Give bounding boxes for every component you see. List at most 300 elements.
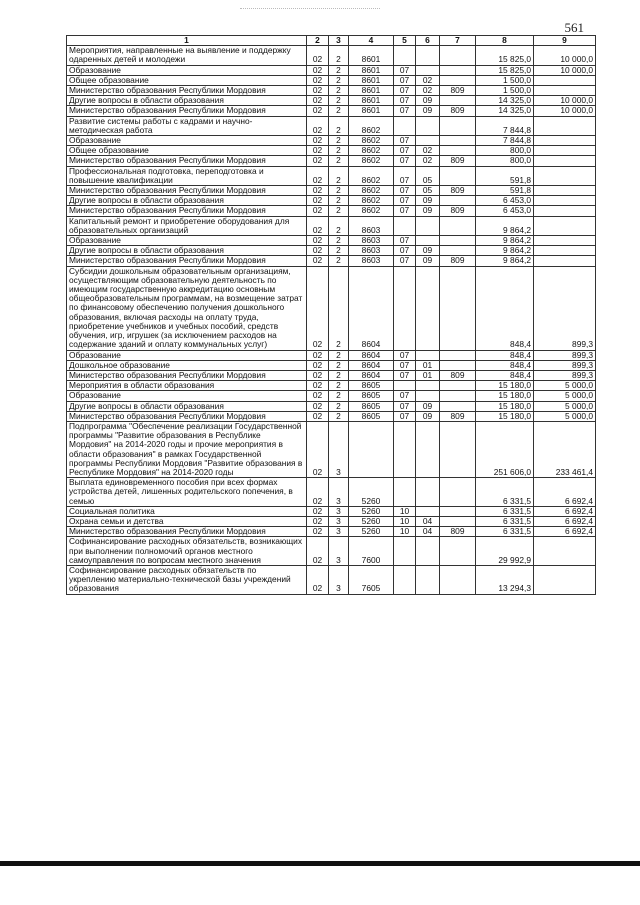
col-header: 8 [476,36,534,46]
table-row [67,216,596,235]
col-header: 7 [440,36,476,46]
cell-amount [534,86,596,96]
scan-top-line [240,8,380,9]
header-row [67,36,596,46]
cell-code: 07 [394,166,416,185]
cell-code: 8602 [349,166,394,185]
cell-code: 09 [416,206,440,216]
row-name: Капитальный ремонт и приобретение оборудования для образовательных организаций [67,216,307,235]
cell-code: 3 [329,506,349,516]
cell-amount: 7 844,8 [476,136,534,146]
cell-amount: 14 325,0 [476,96,534,106]
cell-code: 5260 [349,506,394,516]
cell-amount: 848,4 [476,360,534,370]
cell-code: 5260 [349,527,394,537]
cell-code: 02 [307,186,329,196]
row-name: Охрана семьи и детства [67,516,307,526]
cell-amount: 10 000,0 [534,65,596,75]
cell-amount: 5 000,0 [534,391,596,401]
cell-amount: 15 825,0 [476,46,534,65]
cell-amount: 848,4 [476,266,534,350]
cell-amount [534,156,596,166]
cell-amount: 6 331,5 [476,516,534,526]
cell-amount: 848,4 [476,370,534,380]
row-name: Общее образование [67,75,307,85]
cell-code [440,565,476,594]
cell-code: 8602 [349,136,394,146]
table-row [67,116,596,135]
cell-amount: 10 000,0 [534,46,596,65]
cell-code: 02 [416,75,440,85]
cell-code: 2 [329,75,349,85]
cell-code [440,421,476,477]
cell-code [394,421,416,477]
cell-amount: 9 864,2 [476,246,534,256]
cell-code: 3 [329,421,349,477]
row-name: Министерство образования Республики Мордовия [67,186,307,196]
cell-amount: 6 331,5 [476,527,534,537]
cell-code: 02 [307,106,329,116]
cell-code: 8605 [349,411,394,421]
table-row [67,527,596,537]
cell-code [416,266,440,350]
cell-code: 2 [329,381,349,391]
cell-code: 02 [307,116,329,135]
cell-amount: 15 180,0 [476,411,534,421]
cell-amount: 5 000,0 [534,381,596,391]
cell-code: 04 [416,516,440,526]
cell-code: 07 [394,96,416,106]
cell-code: 05 [416,166,440,185]
cell-code: 02 [307,411,329,421]
cell-code: 809 [440,186,476,196]
cell-code [440,478,476,507]
cell-code: 2 [329,401,349,411]
cell-amount: 29 992,9 [476,537,534,566]
col-header: 4 [349,36,394,46]
cell-code [440,350,476,360]
table-row [67,381,596,391]
row-name: Образование [67,65,307,75]
cell-code [440,266,476,350]
cell-code: 02 [307,478,329,507]
table-row [67,350,596,360]
cell-code: 07 [394,136,416,146]
cell-code: 8601 [349,75,394,85]
table-row [67,46,596,65]
cell-amount: 899,3 [534,360,596,370]
cell-code: 07 [394,206,416,216]
cell-amount: 6 692,4 [534,478,596,507]
cell-code [416,236,440,246]
cell-amount: 591,8 [476,166,534,185]
cell-amount: 591,8 [476,186,534,196]
row-name: Другие вопросы в области образования [67,96,307,106]
cell-code: 07 [394,65,416,75]
table-row [67,506,596,516]
cell-amount: 899,3 [534,266,596,350]
cell-code: 8602 [349,186,394,196]
cell-code: 2 [329,370,349,380]
row-name: Образование [67,236,307,246]
table-row [67,421,596,477]
cell-amount [534,75,596,85]
row-name: Образование [67,391,307,401]
cell-code [394,266,416,350]
cell-amount [534,236,596,246]
cell-code [440,236,476,246]
cell-code: 07 [394,86,416,96]
cell-code: 02 [307,146,329,156]
cell-amount [534,246,596,256]
cell-code [394,565,416,594]
cell-code: 07 [394,350,416,360]
cell-code: 2 [329,166,349,185]
cell-code: 8601 [349,106,394,116]
cell-code: 01 [416,370,440,380]
cell-amount: 9 864,2 [476,236,534,246]
cell-code: 8604 [349,360,394,370]
cell-code: 2 [329,350,349,360]
cell-amount: 5 000,0 [534,411,596,421]
cell-amount: 1 500,0 [476,75,534,85]
budget-table [66,35,596,595]
cell-code: 2 [329,136,349,146]
cell-code: 02 [416,146,440,156]
cell-code: 02 [307,381,329,391]
cell-code: 2 [329,411,349,421]
cell-amount [534,196,596,206]
cell-amount: 15 180,0 [476,391,534,401]
cell-code: 04 [416,527,440,537]
cell-code: 02 [307,166,329,185]
cell-code [416,537,440,566]
table-row [67,236,596,246]
row-name: Софинансирование расходных обязательств по укреплению материально-технической базы учреждений образования [67,565,307,594]
cell-code: 07 [394,370,416,380]
col-header: 6 [416,36,440,46]
row-name: Министерство образования Республики Мордовия [67,106,307,116]
col-header: 1 [67,36,307,46]
cell-code: 809 [440,370,476,380]
cell-code: 3 [329,516,349,526]
row-name: Мероприятия в области образования [67,381,307,391]
row-name: Министерство образования Республики Мордовия [67,370,307,380]
cell-code: 10 [394,506,416,516]
cell-code: 2 [329,46,349,65]
scan-bottom-bar [0,861,640,866]
cell-code: 3 [329,527,349,537]
cell-code: 02 [307,565,329,594]
cell-code [440,216,476,235]
table-row [67,401,596,411]
cell-code: 2 [329,116,349,135]
cell-code: 07 [394,401,416,411]
table-row [67,156,596,166]
cell-amount [534,186,596,196]
cell-code: 02 [307,370,329,380]
table-row [67,370,596,380]
cell-code: 02 [307,156,329,166]
cell-code: 07 [394,146,416,156]
cell-code: 07 [394,391,416,401]
cell-code: 02 [307,136,329,146]
cell-code [440,75,476,85]
cell-code: 8604 [349,350,394,360]
cell-code [440,116,476,135]
cell-amount: 899,3 [534,350,596,360]
table-row [67,360,596,370]
cell-code [440,246,476,256]
cell-code [394,216,416,235]
cell-code [416,65,440,75]
cell-code [416,565,440,594]
row-name: Социальная политика [67,506,307,516]
cell-code: 8605 [349,401,394,411]
cell-code [394,116,416,135]
cell-code: 07 [394,236,416,246]
table-row [67,96,596,106]
row-name: Субсидии дошкольным образовательным организациям, осуществляющим образовательную деятельность по имеющим государственную аккредитацию основным общеобразовательным программам, на возмещение затрат по финансовому обеспечению получения дошкольного образования, включая расходы на оплату труда, приобретение учебников и учебных пособий, средств обучения, игр, игрушек (за исключением расходов на содержание зданий и оплату коммунальных услуг) [67,266,307,350]
cell-amount: 848,4 [476,350,534,360]
cell-amount: 6 692,4 [534,506,596,516]
cell-amount: 6 453,0 [476,196,534,206]
cell-code: 2 [329,360,349,370]
cell-code [440,136,476,146]
cell-code: 02 [307,65,329,75]
cell-code: 2 [329,186,349,196]
cell-code: 09 [416,411,440,421]
cell-amount [534,256,596,266]
cell-code [440,65,476,75]
cell-amount: 15 180,0 [476,381,534,391]
cell-code: 07 [394,75,416,85]
cell-code: 2 [329,96,349,106]
table-row [67,86,596,96]
cell-amount [534,565,596,594]
cell-code: 2 [329,65,349,75]
table-row [67,391,596,401]
cell-amount: 6 692,4 [534,527,596,537]
cell-code [416,478,440,507]
cell-code: 8603 [349,236,394,246]
cell-code: 2 [329,156,349,166]
cell-code: 02 [307,46,329,65]
cell-code: 07 [394,156,416,166]
cell-amount [534,116,596,135]
row-name: Профессиональная подготовка, переподготовка и повышение квалификации [67,166,307,185]
cell-code [416,421,440,477]
cell-code: 02 [416,156,440,166]
cell-code: 02 [307,527,329,537]
row-name: Другие вопросы в области образования [67,196,307,206]
cell-code: 09 [416,401,440,411]
cell-amount: 9 864,2 [476,216,534,235]
cell-code [349,421,394,477]
cell-code: 2 [329,206,349,216]
cell-amount: 13 294,3 [476,565,534,594]
cell-code [394,478,416,507]
table-row [67,166,596,185]
cell-code: 07 [394,246,416,256]
cell-code: 10 [394,516,416,526]
cell-code: 01 [416,360,440,370]
col-header: 9 [534,36,596,46]
cell-amount: 1 500,0 [476,86,534,96]
cell-amount: 233 461,4 [534,421,596,477]
cell-code [416,216,440,235]
cell-amount [534,216,596,235]
cell-code: 809 [440,206,476,216]
cell-code [440,46,476,65]
cell-amount [534,537,596,566]
cell-code: 8601 [349,46,394,65]
table-row [67,206,596,216]
cell-code [440,146,476,156]
cell-amount: 9 864,2 [476,256,534,266]
cell-amount: 7 844,8 [476,116,534,135]
cell-amount [534,136,596,146]
cell-code: 2 [329,86,349,96]
cell-code: 8605 [349,381,394,391]
cell-code [416,381,440,391]
cell-code: 2 [329,391,349,401]
cell-amount: 800,0 [476,146,534,156]
cell-code: 8603 [349,246,394,256]
cell-amount: 10 000,0 [534,96,596,106]
cell-code: 2 [329,106,349,116]
row-name: Образование [67,136,307,146]
cell-amount: 15 180,0 [476,401,534,411]
col-header: 2 [307,36,329,46]
table-row [67,411,596,421]
table-row [67,478,596,507]
page-number: 561 [564,20,584,35]
cell-code: 02 [307,75,329,85]
cell-code: 02 [307,350,329,360]
cell-code [440,506,476,516]
cell-code: 2 [329,196,349,206]
cell-amount: 15 825,0 [476,65,534,75]
table-row [67,246,596,256]
table-row [67,196,596,206]
cell-amount: 6 453,0 [476,206,534,216]
cell-code: 2 [329,146,349,156]
cell-code: 09 [416,106,440,116]
cell-code [416,116,440,135]
table-row [67,65,596,75]
cell-amount: 14 325,0 [476,106,534,116]
table-row [67,565,596,594]
cell-code: 8601 [349,96,394,106]
cell-amount: 899,3 [534,370,596,380]
cell-code: 2 [329,236,349,246]
cell-code: 809 [440,256,476,266]
cell-code: 809 [440,411,476,421]
cell-code: 07 [394,106,416,116]
cell-code: 809 [440,106,476,116]
cell-code: 809 [440,527,476,537]
table-row [67,146,596,156]
cell-code: 02 [307,516,329,526]
row-name: Развитие системы работы с кадрами и научно-методическая работа [67,116,307,135]
cell-code [440,360,476,370]
cell-code: 10 [394,527,416,537]
cell-code: 3 [329,478,349,507]
cell-code [440,166,476,185]
cell-amount: 251 606,0 [476,421,534,477]
row-name: Подпрограмма "Обеспечение реализации Государственной программы "Развитие образования в Республике Мордовия" на 2014-2020 годы и прочие мероприятия в области образования" в рамках Государственной программы Республики Мордовия "Развитие образования в Республике Мордовия" на 2014-2020 годы [67,421,307,477]
row-name: Министерство образования Республики Мордовия [67,256,307,266]
cell-code: 02 [307,216,329,235]
cell-code: 8602 [349,196,394,206]
row-name: Министерство образования Республики Мордовия [67,156,307,166]
cell-code: 07 [394,256,416,266]
cell-code: 09 [416,246,440,256]
cell-code: 5260 [349,516,394,526]
row-name: Министерство образования Республики Мордовия [67,411,307,421]
cell-code: 809 [440,86,476,96]
cell-code: 02 [307,236,329,246]
cell-code: 07 [394,360,416,370]
row-name: Министерство образования Республики Мордовия [67,206,307,216]
row-name: Мероприятия, направленные на выявление и поддержку одаренных детей и молодежи [67,46,307,65]
cell-code [440,537,476,566]
cell-code: 07 [394,186,416,196]
cell-code [416,391,440,401]
cell-code: 8604 [349,370,394,380]
cell-code [394,537,416,566]
cell-code [440,196,476,206]
cell-code: 7605 [349,565,394,594]
table-row [67,516,596,526]
row-name: Министерство образования Республики Мордовия [67,527,307,537]
cell-code: 02 [307,196,329,206]
col-header: 5 [394,36,416,46]
cell-code: 02 [307,537,329,566]
cell-code [394,46,416,65]
cell-code: 09 [416,256,440,266]
table-row [67,256,596,266]
cell-code: 02 [307,96,329,106]
cell-amount [534,206,596,216]
cell-code: 09 [416,96,440,106]
cell-code: 2 [329,246,349,256]
cell-code: 07 [394,196,416,206]
row-name: Выплата единовременного пособия при всех формах устройства детей, лишенных родительского попечения, в семью [67,478,307,507]
cell-code: 8602 [349,116,394,135]
cell-code: 809 [440,156,476,166]
cell-code: 02 [307,421,329,477]
cell-code: 09 [416,196,440,206]
table-row [67,266,596,350]
cell-code: 8604 [349,266,394,350]
cell-code: 02 [307,391,329,401]
cell-code: 8602 [349,206,394,216]
cell-code [440,391,476,401]
table-row [67,537,596,566]
cell-code: 8603 [349,216,394,235]
row-name: Образование [67,350,307,360]
cell-code: 02 [307,86,329,96]
cell-amount: 6 331,5 [476,506,534,516]
cell-code [440,401,476,411]
cell-code: 02 [307,256,329,266]
cell-code: 8602 [349,156,394,166]
cell-amount [534,166,596,185]
table-row [67,186,596,196]
cell-code: 5260 [349,478,394,507]
